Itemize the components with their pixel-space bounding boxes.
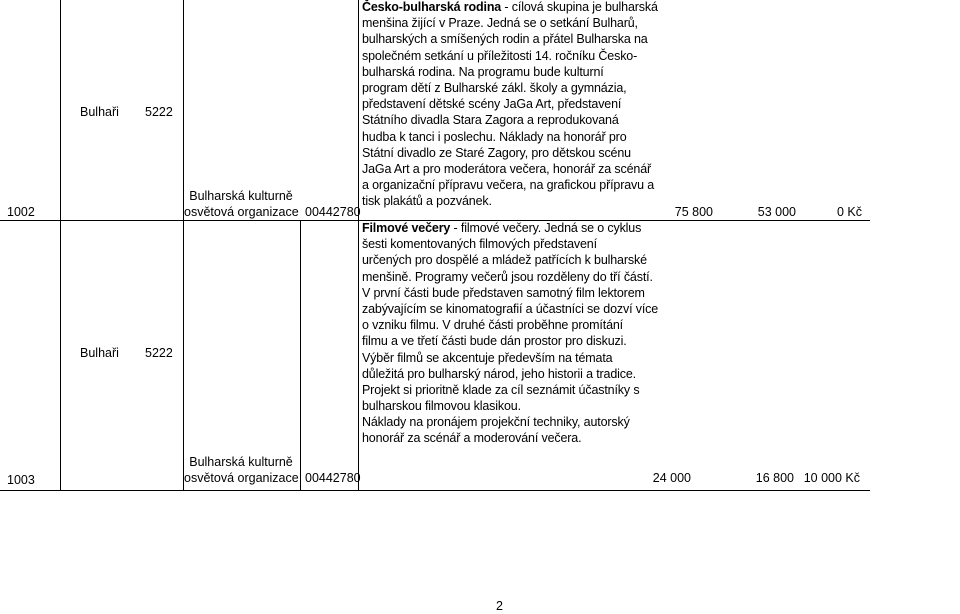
title-suffix: - cílová skupina je bulharská [501, 0, 658, 14]
row-group: Bulhaři [80, 346, 119, 360]
page-number: 2 [496, 599, 503, 613]
description-line: Projekt si prioritně klade za cíl seznámit účastníky s [362, 382, 640, 397]
project-description [362, 0, 658, 209]
description-line [362, 220, 642, 236]
row-group: Bulhaři [80, 105, 119, 119]
description-line: důležitá pro bulharský národ, jeho historii a tradice. [362, 366, 636, 381]
description-line: a organizační přípravu večera, na grafickou přípravu a [362, 178, 655, 193]
description-line: menšina žijící v Praze. Jedná se o setkání Bulharů, [362, 16, 638, 31]
description-line: určených pro dospělé a mládež patřících k bulharské [362, 253, 647, 268]
ico-number: 00442780 [305, 471, 361, 485]
grid-line [183, 0, 184, 491]
description-line: JaGa Art a pro moderátora večera, honorář za scénář [362, 161, 652, 176]
description-line: filmu a ve třetí části bude dán prostor pro diskuzi. [362, 334, 627, 349]
project-description [362, 220, 659, 447]
description-line: šesti komentovaných filmových představení [362, 237, 597, 252]
description-line: bulharská rodina. Na programu bude kulturní [362, 64, 604, 79]
description-line: představení dětské scény JaGa Art, představení [362, 97, 622, 112]
amount-requested: 24 000 [652, 471, 691, 485]
row-code: 5222 [145, 105, 173, 119]
description-line: honorář za scénář a moderování večera. [362, 431, 582, 446]
project-title: Česko-bulharská rodina [362, 0, 502, 14]
description-line: společném setkání u příležitosti 14. ročníku Česko- [362, 48, 638, 63]
org-name-line1: Bulharská kulturně [189, 189, 293, 203]
org-name-line1: Bulharská kulturně [189, 455, 293, 469]
description-line: bulharských a smíšených rodin a přátel Bulharska na [362, 32, 648, 47]
description-line: zabývajícím se kinomatografií a účastníci se dozví více [362, 301, 659, 316]
description-line: o vzniku filmu. V druhé části proběhne promítání [362, 318, 623, 333]
amount-granted: 0 Kč [836, 205, 862, 219]
title-suffix: - filmové večery. Jedná se o cyklus [450, 221, 642, 235]
row-code: 5222 [145, 346, 173, 360]
ico-number: 00442780 [305, 205, 361, 219]
amount-granted: 10 000 Kč [803, 471, 860, 485]
grid-line [300, 220, 301, 491]
grid-line [60, 0, 61, 491]
description-line: hudba k tanci i poslechu. Náklady na honorář pro [362, 129, 627, 144]
org-name-line2: osvětová organizace [184, 205, 299, 219]
description-line: menšině. Programy večerů jsou rozděleny do tří částí. [362, 269, 653, 284]
amount-requested: 75 800 [674, 205, 713, 219]
description-line: Státní divadlo ze Staré Zagory, pro dětskou scénu [362, 145, 631, 160]
description-line: Státního divadla Stara Zagora a reprodukovaná [362, 113, 619, 128]
grid-line [0, 490, 870, 491]
row-id: 1003 [7, 473, 35, 487]
amount-recommended: 53 000 [757, 205, 796, 219]
description-line: Výběr filmů se akcentuje především na témata [362, 350, 613, 365]
org-name-line2: osvětová organizace [184, 471, 299, 485]
description-line: bulharskou filmovou klasikou. [362, 399, 521, 414]
grid-line [358, 0, 359, 491]
description-line: V první části bude představen samotný film lektorem [362, 285, 645, 300]
description-line: tisk plakátů a pozvánek. [362, 194, 492, 209]
row-id: 1002 [7, 205, 35, 219]
project-title: Filmové večery [362, 221, 451, 235]
amount-recommended: 16 800 [755, 471, 794, 485]
description-line: program dětí z Bulharské zákl. školy a gymnázia, [362, 80, 627, 95]
description-line [362, 0, 658, 15]
description-line: Náklady na pronájem projekční techniky, autorský [362, 415, 630, 430]
